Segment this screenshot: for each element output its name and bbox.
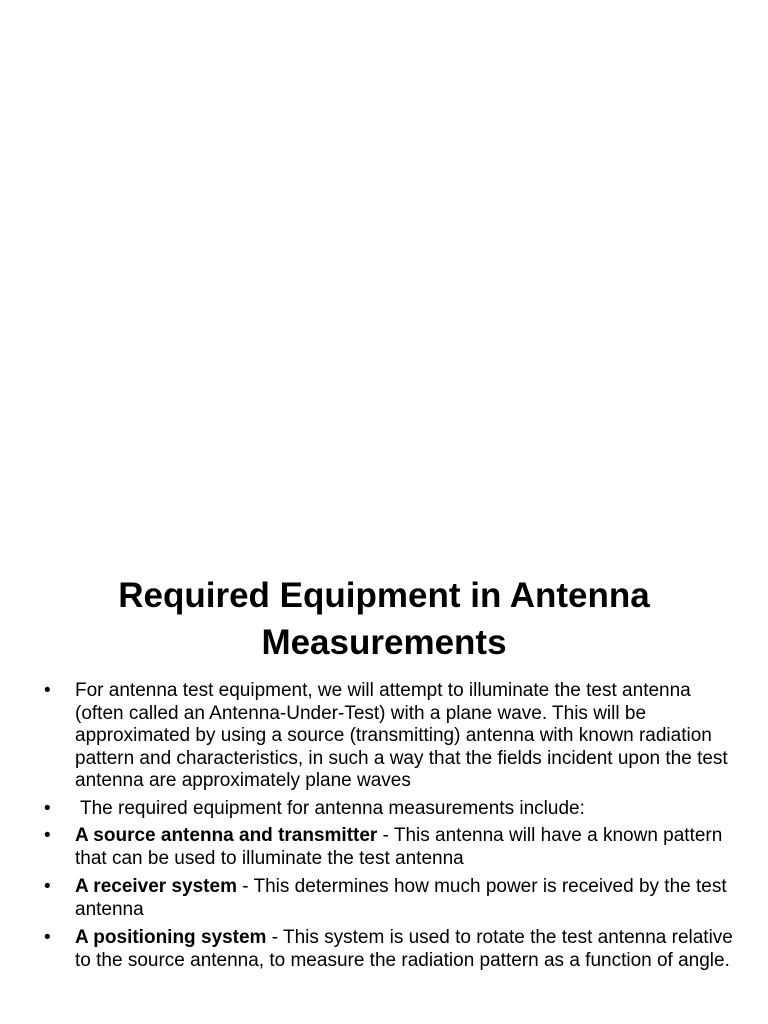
bullet-item xyxy=(0,825,768,870)
bullet-icon: • xyxy=(44,825,51,846)
bullet-text: For antenna test equipment, we will attempt to illuminate the test antenna (often called an Antenna-Under-Test) with a plane wave. This will be approximated by using a source (transmitting) antenna with known radiation pattern and characteristics, in such a way that the fields incident upon the test antenna are approximately plane waves xyxy=(75,680,728,791)
bullet-item xyxy=(0,876,768,921)
bullet-bold-term: A receiver system xyxy=(75,876,237,897)
slide-title: Required Equipment in Antenna Measurements xyxy=(118,576,650,662)
bullet-item xyxy=(0,680,768,793)
bullet-text: - This system is used to rotate the test antenna relative to the source antenna, to measure the radiation pattern as a function of angle. xyxy=(75,927,733,971)
bullet-item xyxy=(0,798,768,821)
bullet-icon: • xyxy=(44,927,51,948)
bullet-icon: • xyxy=(44,680,51,701)
bullet-list xyxy=(0,680,768,972)
bullet-text: - This determines how much power is received by the test antenna xyxy=(75,876,727,920)
bullet-text: The required equipment for antenna measurements include: xyxy=(80,797,585,819)
bullet-bold-term: A positioning system xyxy=(75,927,267,948)
bullet-text: - This antenna will have a known pattern that can be used to illuminate the test antenna xyxy=(75,825,723,869)
bullet-icon: • xyxy=(44,797,51,819)
bullet-icon: • xyxy=(44,876,51,897)
bullet-bold-term: A source antenna and transmitter xyxy=(75,825,378,846)
bullet-item xyxy=(0,927,768,972)
